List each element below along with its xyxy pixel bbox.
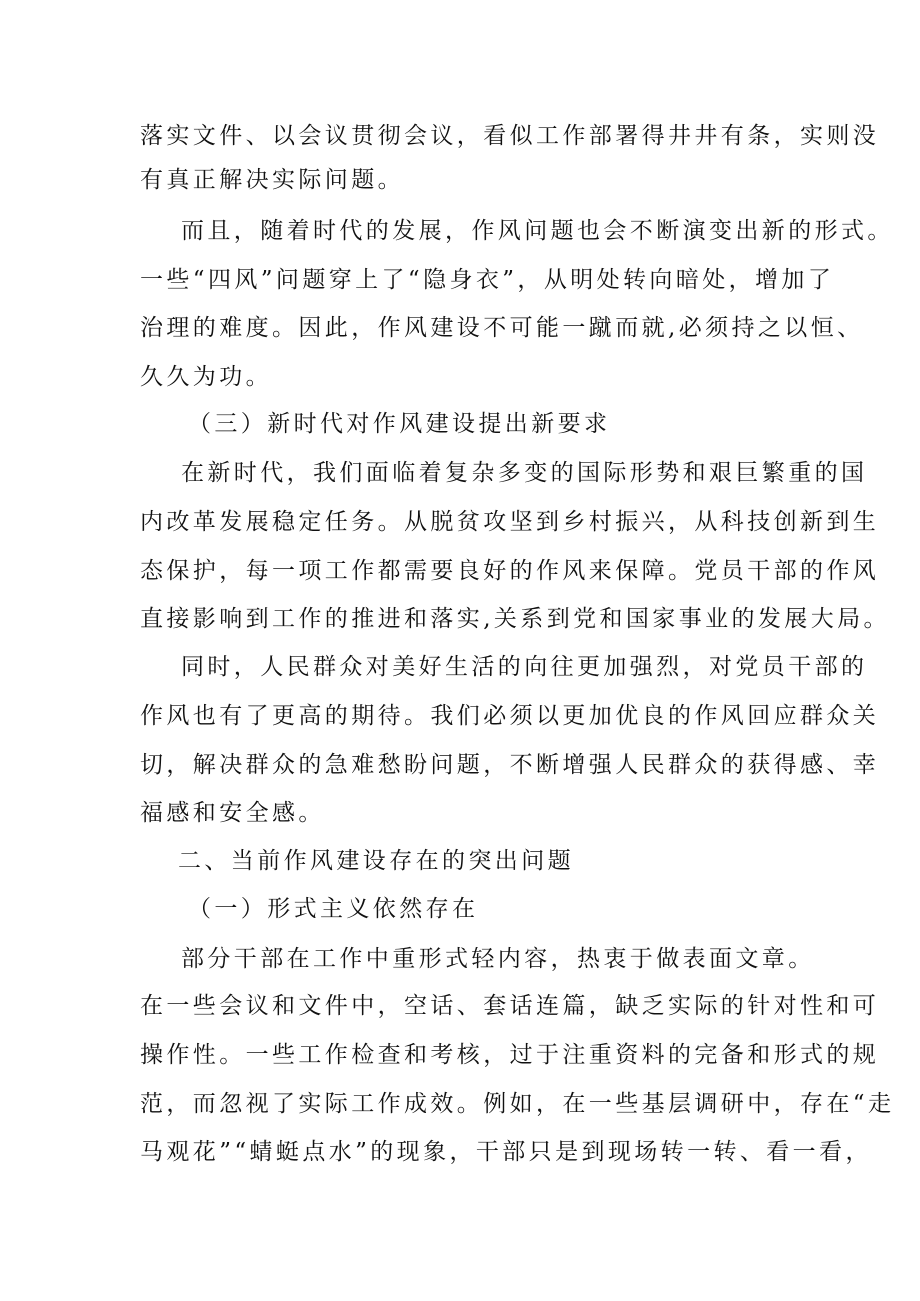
paragraph-line: 作风也有了更高的期待。我们必须以更加优良的作风回应群众关 bbox=[140, 703, 880, 729]
section-heading: （一）形式主义依然存在 bbox=[188, 896, 479, 922]
paragraph-line: 有真正解决实际问题。 bbox=[140, 167, 404, 193]
paragraph-line: 部分干部在工作中重形式轻内容，热衷于做表面文章。 bbox=[181, 946, 815, 972]
paragraph-line: 同时，人民群众对美好生活的向往更加强烈，对党员干部的 bbox=[181, 654, 868, 680]
paragraph-line: 治理的难度。因此，作风建设不可能一蹴而就,必须持之以恒、 bbox=[140, 315, 864, 341]
chapter-heading: 二、当前作风建设存在的突出问题 bbox=[178, 848, 574, 874]
paragraph-line: 态保护，每一项工作都需要良好的作风来保障。党员干部的作风 bbox=[140, 558, 880, 584]
paragraph-line: 在一些会议和文件中，空话、套话连篇，缺乏实际的针对性和可 bbox=[140, 993, 880, 1019]
paragraph-line: 马观花”“蜻蜓点水”的现象，干部只是到现场转一转、看一看， bbox=[140, 1139, 872, 1165]
paragraph-line: 切，解决群众的急难愁盼问题，不断增强人民群众的获得感、幸 bbox=[140, 752, 880, 778]
paragraph-line: 范，而忽视了实际工作成效。例如，在一些基层调研中，存在“走 bbox=[140, 1091, 895, 1117]
paragraph-line: 内改革发展稳定任务。从脱贫攻坚到乡村振兴，从科技创新到生 bbox=[140, 509, 880, 535]
paragraph-line: 直接影响到工作的推进和落实,关系到党和国家事业的发展大局。 bbox=[140, 606, 890, 632]
paragraph-line: 久久为功。 bbox=[140, 364, 272, 390]
paragraph-line: 而且，随着时代的发展，作风问题也会不断演变出新的形式。 bbox=[181, 218, 894, 244]
paragraph-line: 在新时代，我们面临着复杂多变的国际形势和艰巨繁重的国 bbox=[181, 460, 868, 486]
paragraph-line: 操作性。一些工作检查和考核，过于注重资料的完备和形式的规 bbox=[140, 1042, 880, 1068]
section-heading: （三）新时代对作风建设提出新要求 bbox=[188, 411, 611, 437]
paragraph-line: 一些“四风”问题穿上了“隐身衣”，从明处转向暗处，增加了 bbox=[140, 267, 835, 293]
paragraph-line: 落实文件、以会议贯彻会议，看似工作部署得井井有条，实则没 bbox=[140, 123, 880, 149]
paragraph-line: 福感和安全感。 bbox=[140, 800, 325, 826]
